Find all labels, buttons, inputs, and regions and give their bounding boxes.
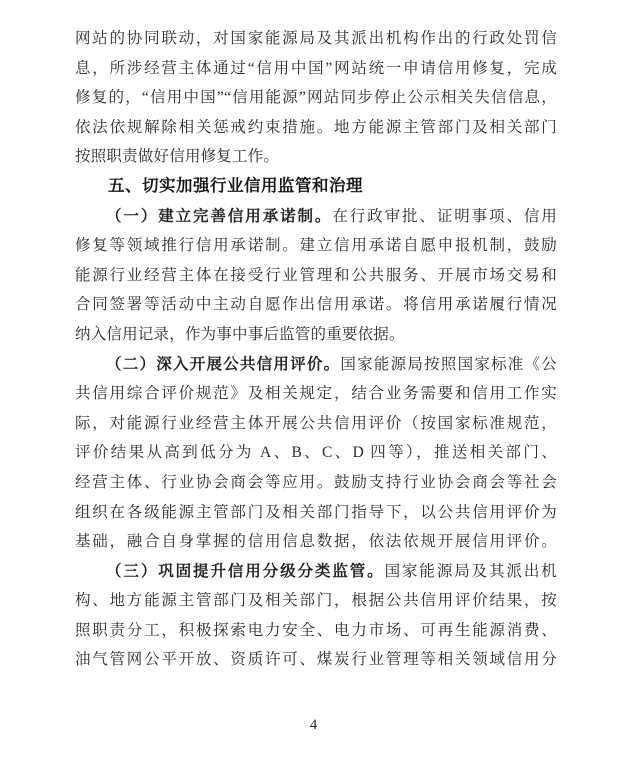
text-line: 合同签署等活动中主动自愿作出信用承诺。将信用承诺履行情况 bbox=[75, 296, 557, 314]
text-line: 照职责分工，积极探索电力安全、电力市场、可再生能源消费、 bbox=[75, 621, 557, 639]
text-line: 按照职责做好信用修复工作。 bbox=[75, 148, 280, 166]
paragraph-lead: （二）深入开展公共信用评价。 bbox=[106, 355, 341, 373]
paragraph-lead: （三）巩固提升信用分级分类监管。 bbox=[106, 562, 385, 580]
text-line bbox=[75, 557, 557, 587]
text-line: 修复的，“信用中国”“信用能源”网站同步停止公示相关失信信息， bbox=[75, 89, 557, 107]
section-heading: 五、切实加强行业信用监管和治理 bbox=[108, 176, 363, 195]
paragraph-text: 国家能源局及其派出机 bbox=[384, 562, 557, 580]
text-line: 构、地方能源主管部门及相关部门，根据公共信用评价结果，按 bbox=[75, 592, 557, 610]
paragraph-text: 国家能源局按照国家标准《公 bbox=[340, 355, 557, 373]
text-line: 网站的协同联动，对国家能源局及其派出机构作出的行政处罚信 bbox=[75, 30, 557, 47]
text-area bbox=[75, 24, 557, 675]
text-line: 组织在各级能源主管部门及相关部门指导下，以公共信用评价为 bbox=[75, 503, 557, 521]
text-line: 纳入信用记录，作为事中事后监管的重要依据。 bbox=[75, 325, 405, 343]
text-line: 依法依规解除相关惩戒约束措施。地方能源主管部门及相关部门 bbox=[75, 118, 557, 136]
text-line: 评价结果从高到低分为 A、B、C、D 四等），推送相关部门、 bbox=[75, 444, 557, 462]
paragraph-lead: （一）建立完善信用承诺制。 bbox=[106, 207, 333, 225]
text-line: 际，对能源行业经营主体开展公共信用评价（按国家标准规范， bbox=[75, 414, 557, 432]
text-line: 经营主体、行业协会商会等应用。鼓励支持行业协会商会等社会 bbox=[75, 473, 557, 491]
text-line: 能源行业经营主体在接受行业管理和公共服务、开展市场交易和 bbox=[75, 266, 557, 284]
text-line: 共信用综合评价规范》及相关规定，结合业务需要和信用工作实 bbox=[75, 385, 557, 403]
paragraph-text: 在行政审批、证明事项、信用 bbox=[332, 207, 557, 225]
text-line: 基础，融合自身掌握的信用信息数据，依法依规开展信用评价。 bbox=[75, 533, 557, 551]
text-line bbox=[75, 350, 557, 380]
text-line: 息，所涉经营主体通过“信用中国”网站统一申请信用修复，完成 bbox=[75, 59, 557, 77]
text-line: 油气管网公平开放、资质许可、煤炭行业管理等相关领域信用分 bbox=[75, 651, 557, 669]
page-number: 4 bbox=[309, 717, 318, 733]
text-line bbox=[75, 202, 557, 232]
text-line: 修复等领域推行信用承诺制。建立信用承诺自愿申报机制，鼓励 bbox=[75, 237, 557, 255]
